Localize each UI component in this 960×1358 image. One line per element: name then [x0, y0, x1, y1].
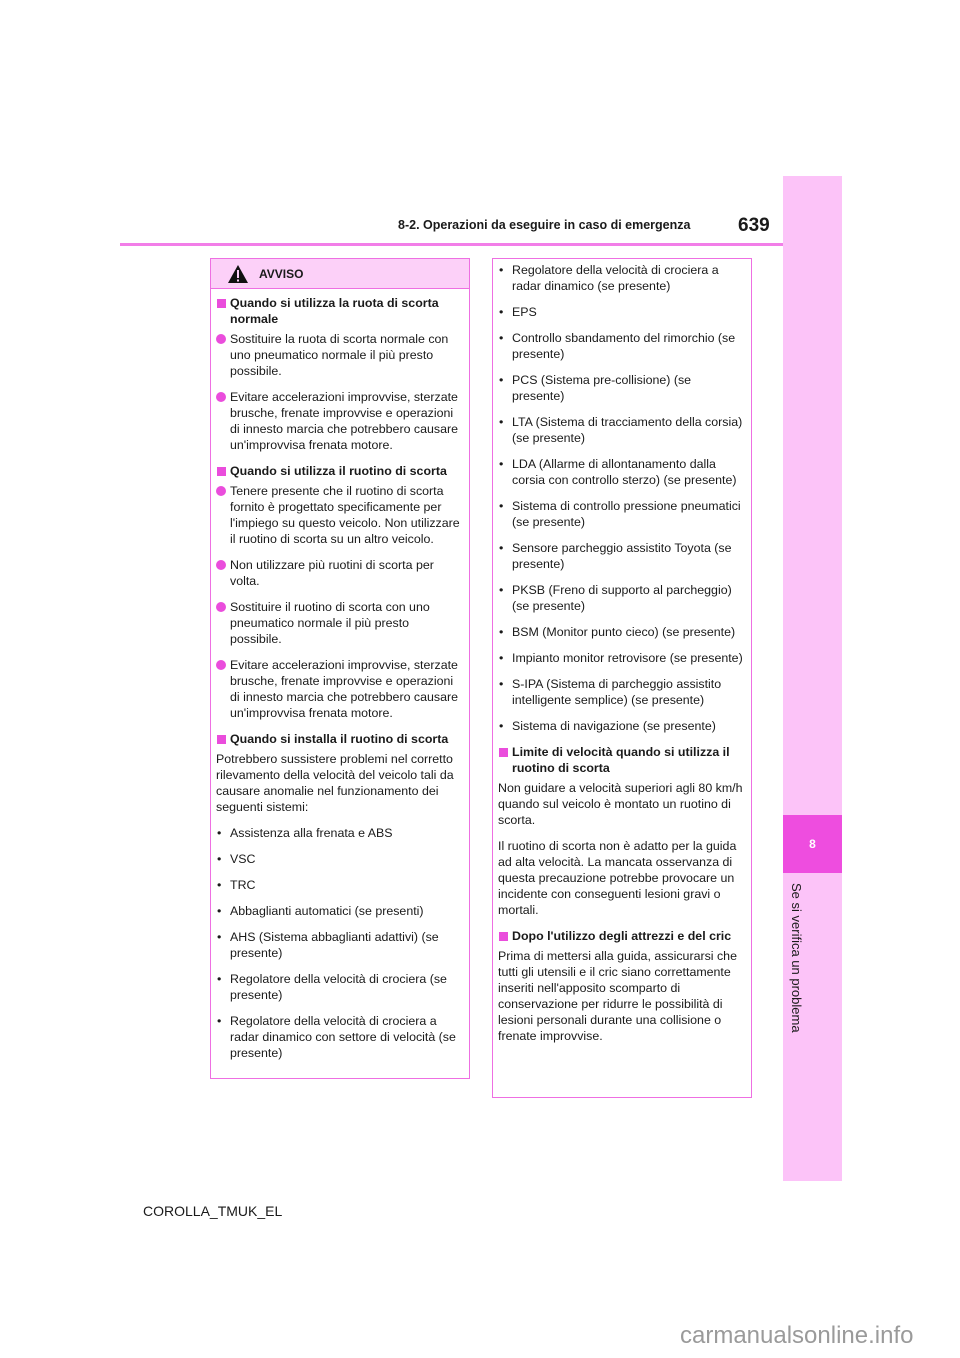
list-item: • EPS	[498, 304, 746, 320]
list-item: Evitare accelerazioni improvvise, sterzate brusche, frenate improvvise e operazioni di innesto marcia che potrebbero causare un'improvvisa frenata motore.	[216, 657, 464, 721]
document-code: COROLLA_TMUK_EL	[143, 1203, 283, 1219]
warning-label: AVVISO	[259, 266, 304, 281]
warning-continued-box	[492, 258, 752, 1098]
list-item: • PCS (Sistema pre-collisione) (se presente)	[498, 372, 746, 404]
watermark: carmanualsonline.info	[680, 1322, 914, 1349]
list-item: Non utilizzare più ruotini di scorta per volta.	[216, 557, 464, 589]
subheading: Dopo l'utilizzo degli attrezzi e del cric	[498, 928, 746, 944]
page-number: 639	[738, 215, 770, 236]
warning-header	[211, 259, 469, 289]
subheading: Limite di velocità quando si utilizza il ruotino di scorta	[498, 744, 746, 776]
section-title: 8-2. Operazioni da eseguire in caso di emergenza	[398, 218, 691, 232]
warning-triangle-icon	[227, 264, 249, 284]
subheading: Quando si utilizza la ruota di scorta normale	[216, 295, 464, 327]
paragraph: Potrebbero sussistere problemi nel corretto rilevamento della velocità del veicolo tali da causare anomalie nel funzionamento dei seguenti sistemi:	[216, 752, 454, 814]
paragraph: Prima di mettersi alla guida, assicurarsi che tutti gli utensili e il cric siano correttamente inseriti nell'apposito scomparto di conservazione per ridurre le possibilità di lesioni personali durante una collisione o frenate improvvise.	[498, 949, 737, 1043]
list-item: • Regolatore della velocità di crociera (se presente)	[216, 971, 464, 1003]
warning-continued-content	[498, 262, 746, 1044]
list-item: • VSC	[216, 851, 464, 867]
list-item: • BSM (Monitor punto cieco) (se presente)	[498, 624, 746, 640]
subheading: Quando si utilizza il ruotino di scorta	[216, 463, 464, 479]
list-item: • Sensore parcheggio assistito Toyota (se presente)	[498, 540, 746, 572]
paragraph: Non guidare a velocità superiori agli 80 km/h quando sul veicolo è montato un ruotino di scorta.	[498, 781, 743, 827]
list-item: Sostituire il ruotino di scorta con uno pneumatico normale il più presto possibile.	[216, 599, 464, 647]
list-item: • Sistema di controllo pressione pneumatici (se presente)	[498, 498, 746, 530]
list-item: • AHS (Sistema abbaglianti adattivi) (se presente)	[216, 929, 464, 961]
list-item: • TRC	[216, 877, 464, 893]
chapter-title: Se si verifica un problema	[789, 883, 804, 1033]
list-item: Evitare accelerazioni improvvise, sterzate brusche, frenate improvvise e operazioni di innesto marcia che potrebbero causare un'improvvisa frenata motore.	[216, 389, 464, 453]
list-item: • Assistenza alla frenata e ABS	[216, 825, 464, 841]
warning-box	[210, 258, 470, 1079]
list-item: • Regolatore della velocità di crociera a radar dinamico con settore di velocità (se presente)	[216, 1013, 464, 1061]
list-item: • LDA (Allarme di allontanamento dalla corsia con controllo sterzo) (se presente)	[498, 456, 746, 488]
list-item: • PKSB (Freno di supporto al parcheggio) (se presente)	[498, 582, 746, 614]
list-item: • S-IPA (Sistema di parcheggio assistito intelligente semplice) (se presente)	[498, 676, 746, 708]
list-item: Sostituire la ruota di scorta normale con uno pneumatico normale il più presto possibile.	[216, 331, 464, 379]
list-item: Tenere presente che il ruotino di scorta fornito è progettato specificamente per l'impiego su questo veicolo. Non utilizzare il ruotino di scorta su un altro veicolo.	[216, 483, 464, 547]
list-item: • Abbaglianti automatici (se presenti)	[216, 903, 464, 919]
chapter-tab[interactable]: 8	[783, 815, 842, 873]
paragraph: Il ruotino di scorta non è adatto per la guida ad alta velocità. La mancata osservanza di questa precauzione potrebbe provocare un incidente con conseguenti lesioni gravi o mortali.	[498, 839, 737, 917]
list-item: • Sistema di navigazione (se presente)	[498, 718, 746, 734]
header-divider	[120, 243, 783, 246]
subheading: Quando si installa il ruotino di scorta	[216, 731, 464, 747]
list-item: • Controllo sbandamento del rimorchio (se presente)	[498, 330, 746, 362]
list-item: • Impianto monitor retrovisore (se presente)	[498, 650, 746, 666]
list-item: • Regolatore della velocità di crociera a radar dinamico (se presente)	[498, 262, 746, 294]
list-item: • LTA (Sistema di tracciamento della corsia) (se presente)	[498, 414, 746, 446]
warning-content	[216, 295, 464, 1061]
